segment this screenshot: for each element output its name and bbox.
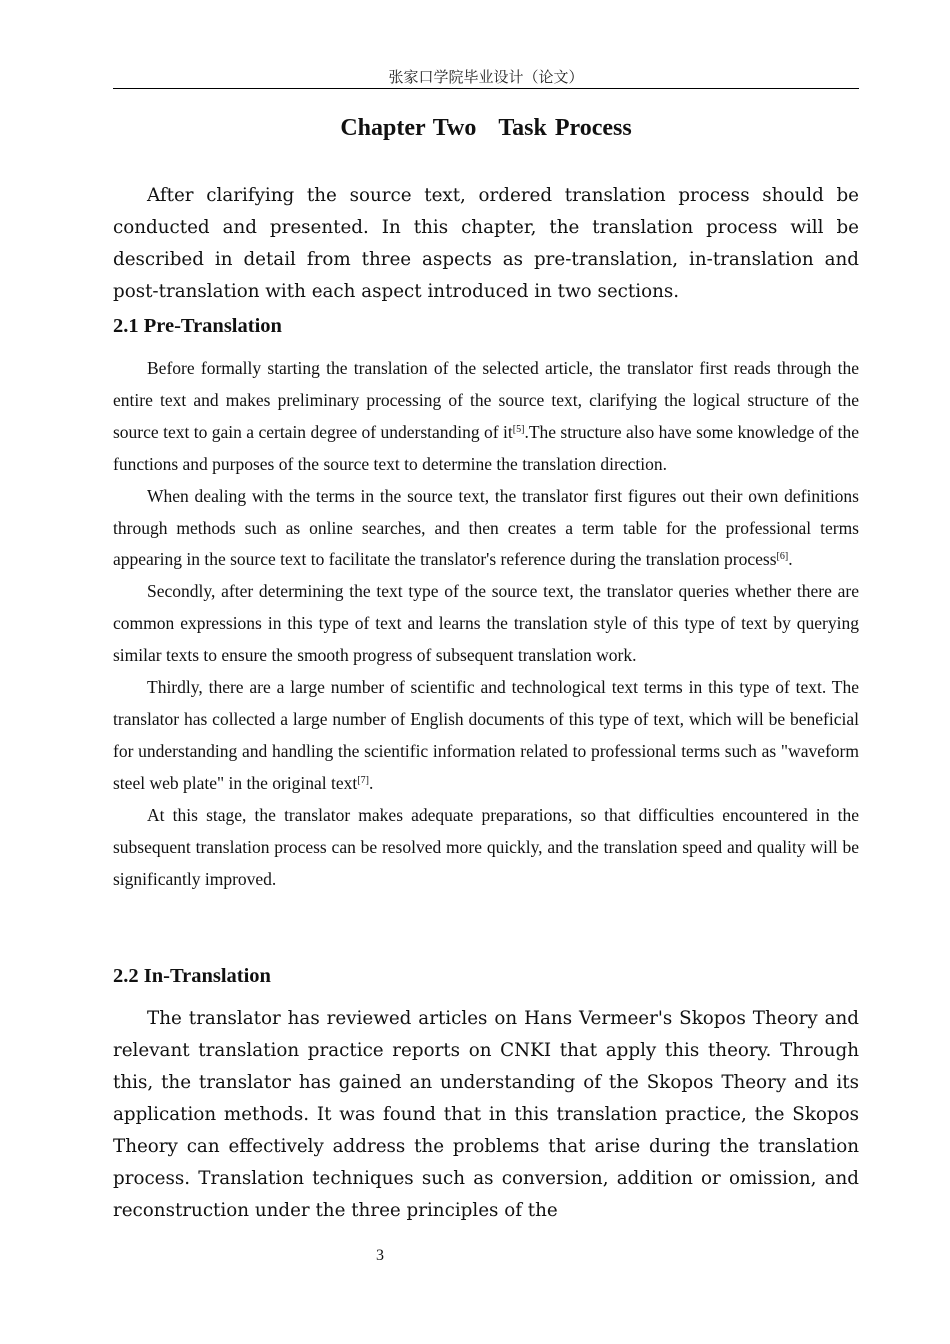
paragraph: The translator has reviewed articles on Hans Vermeer's Skopos Theory and relevant translation practice reports on CNKI that apply this theory. Through this, the translator has gained an understanding of the Skopos Theory and its application methods. It was found that in this translation practice, the Skopos Theory can effectively address the problems that arise during the translation process. Translation techniques such as conversion, addition or omission, and reconstruction under the three principles of the [113,1008,859,1221]
citation-ref: [6] [776,551,789,563]
header-rule [113,88,859,89]
paragraph: Before formally starting the translation of the selected article, the translator first reads through the entire text and makes preliminary processing of the source text, clarifying the logical structure of the source text to gain a certain degree of understanding of it[5].The structure also have some knowledge of the functions and purposes of the source text to determine the translation direction. [113,358,859,474]
chapter-label: Chapter Two [340,115,477,141]
paragraph: Thirdly, there are a large number of scientific and technological text terms in this type of text. The translator has collected a large number of English documents of this type of text, which will be beneficial for understanding and handling the scientific information related to professional terms such as "waveform steel web plate" in the original text[7]. [113,677,859,793]
section-heading-pre-translation: 2.1 Pre-Translation [113,315,282,337]
intro-paragraph: After clarifying the source text, ordered translation process should be conducted and presented. In this chapter, the translation process will be described in detail from three aspects as pre-translation, in-translation and post-translation with each aspect introduced in two sections. [113,185,859,302]
citation-ref: [7] [357,774,369,786]
pre-translation-body [113,353,859,895]
paragraph: When dealing with the terms in the source text, the translator first figures out their own definitions through methods such as online searches, and then creates a term table for the professional terms appearing in the source text to facilitate the translator's reference during the translation process[6]. [113,485,859,570]
paragraph: Secondly, after determining the text type of the source text, the translator queries whether there are common expressions in this type of text and learns the translation style of this type of text by querying similar texts to ensure the smooth progress of subsequent translation work. [113,581,859,666]
section-heading-in-translation: 2.2 In-Translation [113,965,271,987]
citation-ref: [5] [512,423,525,435]
page-number: 3 [376,1247,384,1264]
paragraph: At this stage, the translator makes adequate preparations, so that difficulties encountered in the subsequent translation process can be resolved more quickly, and the translation speed and quality will be significantly improved. [113,804,859,889]
running-header: 张家口学院毕业设计（论文） [388,68,584,86]
chapter-name: Task Process [498,115,632,141]
chapter-title [113,115,859,142]
